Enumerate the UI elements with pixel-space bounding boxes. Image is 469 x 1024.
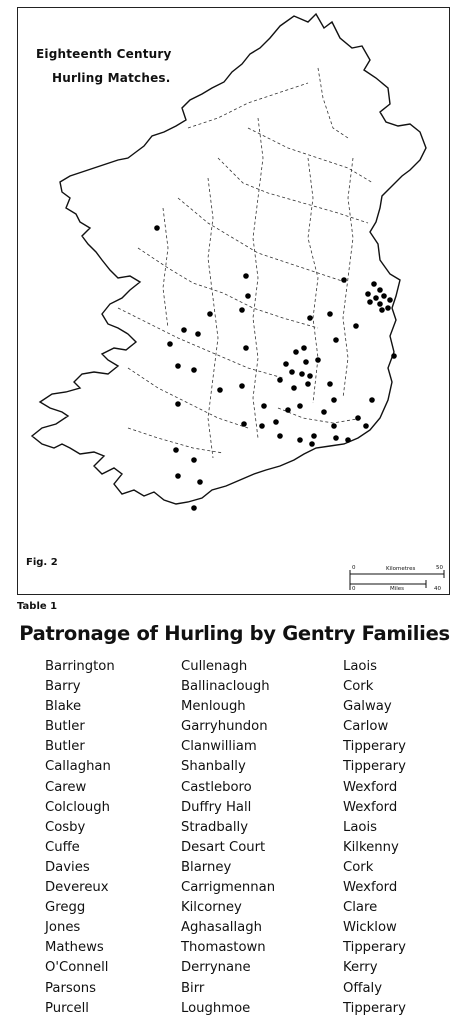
county-column [343, 657, 406, 1019]
scale-miles-start: 0 [352, 586, 356, 592]
seat-cell: Aghasallagh [181, 920, 262, 936]
seat-cell: Kilcorney [181, 900, 242, 916]
family-cell: Cuffe [45, 839, 80, 855]
seat-cell: Garryhundon [181, 719, 268, 735]
family-cell: Purcell [45, 1000, 89, 1016]
seat-cell: Birr [181, 980, 205, 996]
county-cell: Kerry [343, 960, 378, 976]
family-cell: Cosby [45, 819, 86, 835]
coastline [32, 14, 426, 504]
seat-cell: Ballinaclough [181, 679, 270, 695]
county-cell: Wexford [343, 799, 398, 815]
county-cell: Wicklow [343, 920, 397, 936]
scale-bar [346, 562, 448, 596]
family-cell: Jones [45, 920, 81, 936]
seat-cell: Desart Court [181, 839, 266, 855]
seat-cell: Carrigmennan [181, 880, 276, 896]
family-cell: Butler [45, 719, 85, 735]
county-cell: Tipperary [343, 1000, 406, 1016]
county-cell: Clare [343, 900, 378, 916]
seat-cell: Castleboro [181, 779, 252, 795]
family-cell: Devereux [45, 880, 109, 896]
county-cell: Galway [343, 699, 392, 715]
county-cell: Carlow [343, 719, 389, 735]
county-cell: Tipperary [343, 940, 406, 956]
family-cell: Colclough [45, 799, 111, 815]
family-cell: Mathews [45, 940, 104, 956]
family-cell: Blake [45, 699, 82, 715]
map-title-line-2: Hurling Matches. [52, 71, 171, 85]
seat-cell: Menlough [181, 699, 246, 715]
seat-cell: Cullenagh [181, 659, 248, 674]
family-cell: Davies [45, 859, 90, 875]
ireland-map [18, 8, 448, 593]
family-cell: Callaghan [45, 759, 111, 775]
map-title-line-1: Eighteenth Century [36, 47, 172, 61]
seat-cell: Shanbally [181, 759, 246, 775]
map-figure [17, 7, 450, 595]
family-cell: O'Connell [45, 960, 109, 976]
county-cell: Kilkenny [343, 839, 399, 855]
seat-cell: Loughmoe [181, 1000, 251, 1016]
county-cell: Cork [343, 679, 374, 695]
scale-km-end: 50 [436, 565, 443, 571]
seat-cell: Duffry Hall [181, 799, 252, 815]
seat-cell: Blarney [181, 859, 232, 875]
county-cell: Wexford [343, 779, 398, 795]
county-cell: Offaly [343, 980, 383, 996]
family-column [45, 657, 115, 1019]
family-cell: Barry [45, 679, 81, 695]
county-cell: Tipperary [343, 759, 406, 775]
seat-column [181, 657, 275, 1019]
county-cell: Tipperary [343, 739, 406, 755]
seat-cell: Stradbally [181, 819, 248, 835]
table-title: Patronage of Hurling by Gentry Families [19, 622, 450, 645]
scale-miles-label: Miles [390, 586, 405, 592]
family-cell: Carew [45, 779, 87, 795]
county-cell: Wexford [343, 880, 398, 896]
family-cell: Parsons [45, 980, 97, 996]
scale-miles-end: 40 [434, 586, 441, 592]
scale-km-label: Kilometres [386, 566, 416, 572]
family-cell: Butler [45, 739, 85, 755]
seat-cell: Clanwilliam [181, 739, 257, 755]
county-cell: Laois [343, 819, 378, 835]
family-cell: Barrington [45, 659, 115, 674]
scale-km-start: 0 [352, 565, 356, 571]
seat-cell: Thomastown [181, 940, 266, 956]
county-cell: Cork [343, 859, 374, 875]
figure-label: Fig. 2 [26, 557, 58, 568]
table-label: Table 1 [17, 601, 58, 612]
county-cell: Laois [343, 659, 378, 674]
seat-cell: Derrynane [181, 960, 251, 976]
family-cell: Gregg [45, 900, 86, 916]
